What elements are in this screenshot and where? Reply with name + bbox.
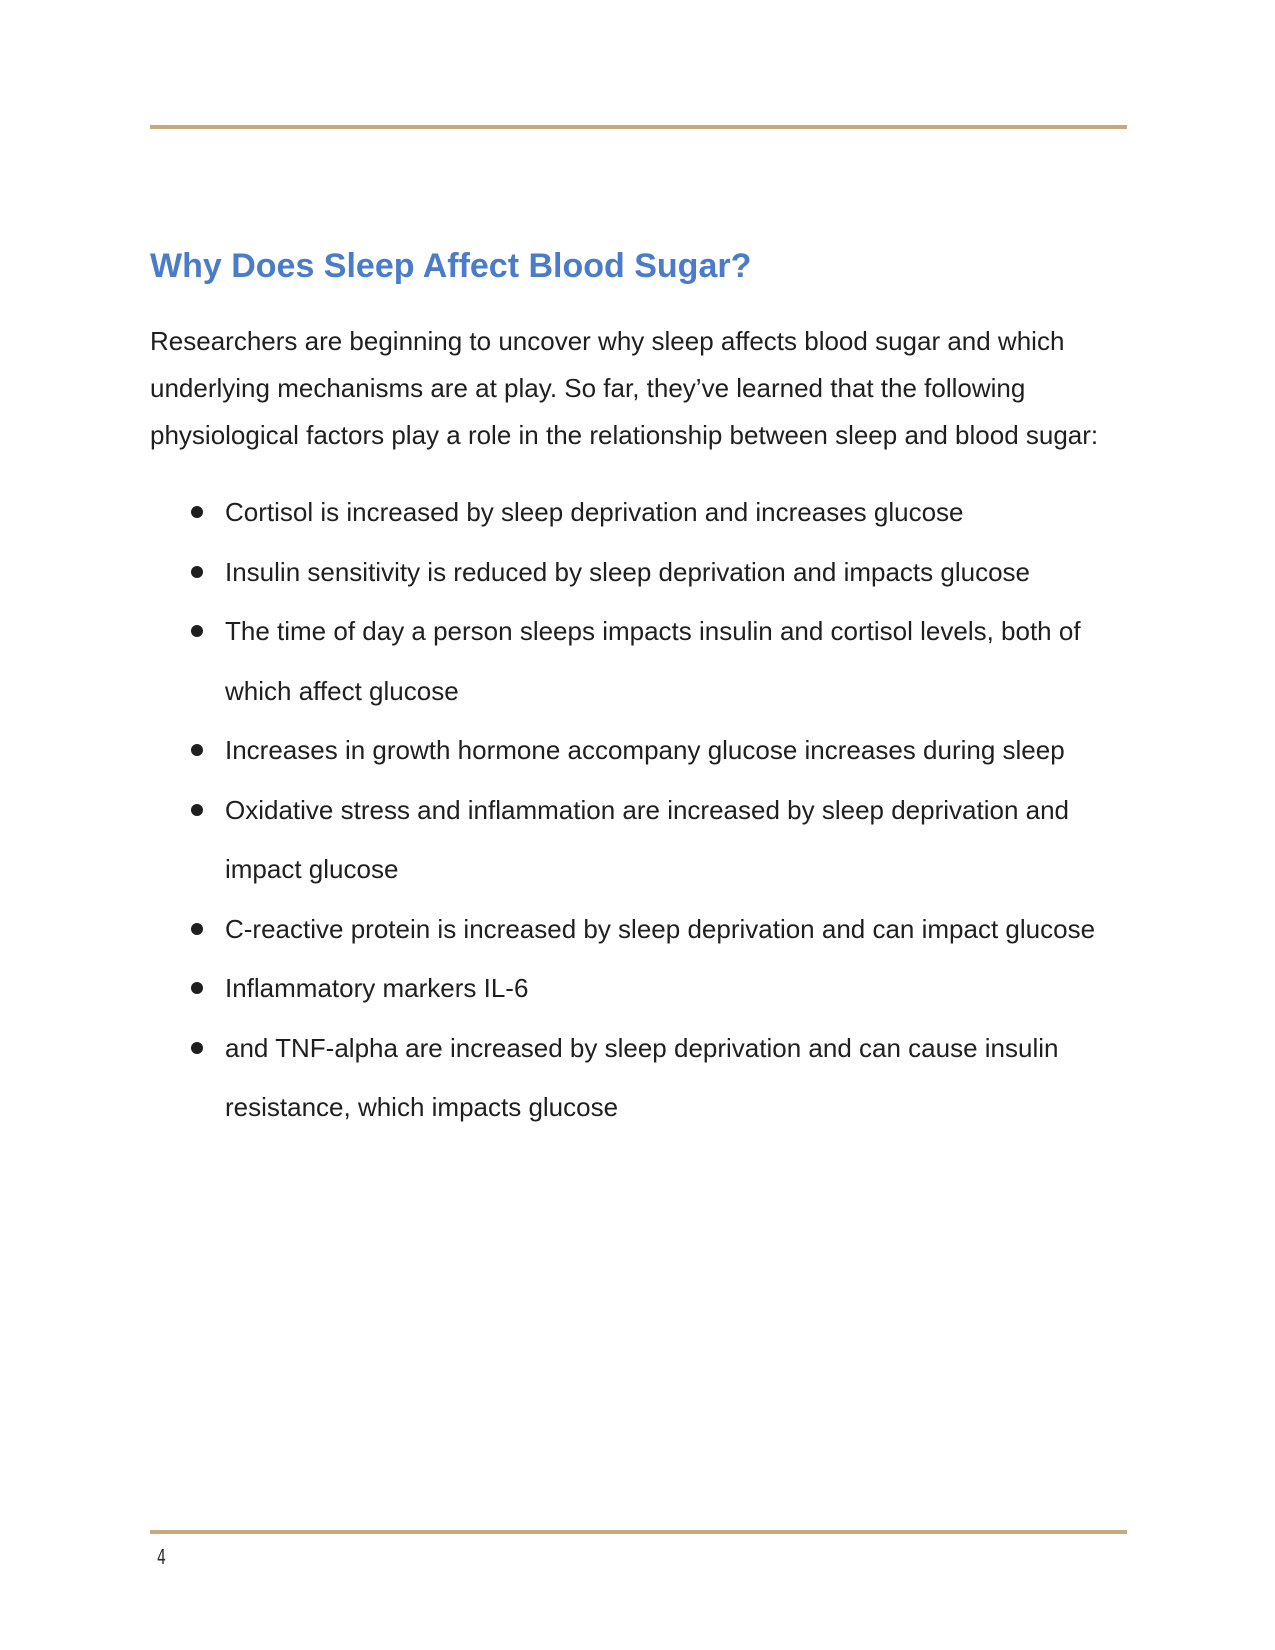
list-item — [150, 1019, 1130, 1138]
list-item-text: The time of day a person sleeps impacts insulin and cortisol levels, both of which affect glucose — [225, 616, 1081, 706]
bullet-icon — [191, 566, 203, 578]
bullet-icon — [191, 982, 203, 994]
bullet-icon — [191, 804, 203, 816]
bullet-icon — [191, 625, 203, 637]
list-item — [150, 602, 1130, 721]
list-item-text: Increases in growth hormone accompany glucose increases during sleep — [225, 735, 1065, 765]
list-item-text: Inflammatory markers IL-6 — [225, 973, 529, 1003]
page-number: 4 — [157, 1545, 166, 1569]
list-item-text: Insulin sensitivity is reduced by sleep deprivation and impacts glucose — [225, 556, 1030, 587]
list-item — [150, 543, 1130, 603]
factor-list — [150, 483, 1130, 1138]
list-item-text: and TNF-alpha are increased by sleep deprivation and can cause insulin resistance, which impacts glucose — [225, 1032, 1059, 1122]
list-item — [150, 483, 1130, 543]
bullet-icon — [191, 744, 203, 756]
section-heading: Why Does Sleep Affect Blood Sugar? — [150, 247, 752, 285]
list-item — [150, 781, 1130, 900]
list-item-text: C-reactive protein is increased by sleep deprivation and can impact glucose — [225, 913, 1096, 944]
bullet-icon — [191, 1042, 203, 1054]
page-content — [150, 238, 1130, 1138]
bullet-icon — [191, 506, 203, 518]
bullet-icon — [191, 923, 203, 935]
top-divider — [150, 125, 1127, 129]
intro-paragraph: Researchers are beginning to uncover why sleep affects blood sugar and which underlying mechanisms are at play. So far, they’ve learned that the following physiological factors play a role in the relationship between sleep and blood sugar: — [150, 326, 1099, 450]
list-item — [150, 721, 1130, 781]
list-item — [150, 959, 1130, 1019]
list-item-text: Cortisol is increased by sleep deprivation and increases glucose — [225, 497, 964, 527]
list-item-text: Oxidative stress and inflammation are increased by sleep deprivation and impact glucose — [225, 794, 1070, 884]
list-item — [150, 900, 1130, 960]
bottom-divider — [150, 1530, 1127, 1534]
